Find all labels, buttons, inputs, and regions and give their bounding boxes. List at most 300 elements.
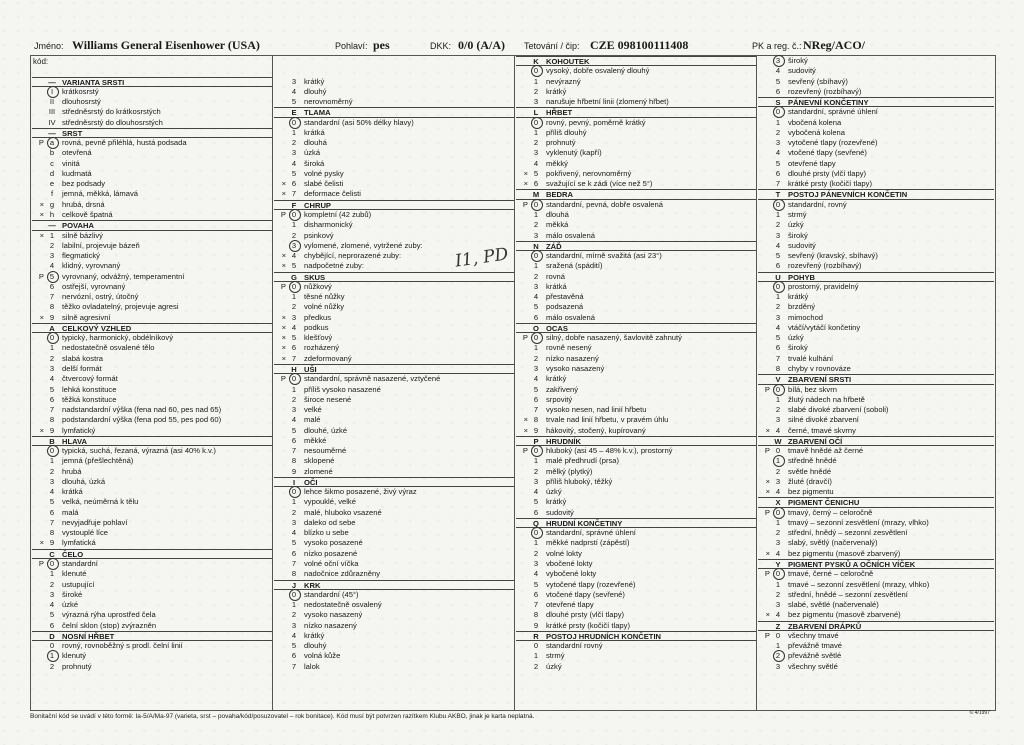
row-text: CELKOVÝ VZHLED <box>62 323 132 333</box>
row-text: typický, harmonický, obdélníkový <box>62 333 173 343</box>
table-row <box>758 231 994 241</box>
row-code: 4 <box>775 322 781 332</box>
row-code: 5 <box>775 251 781 261</box>
row-code: 2 <box>772 651 784 661</box>
row-code: G <box>291 272 297 282</box>
row-code: 2 <box>533 661 539 671</box>
row-code: 0 <box>288 282 300 292</box>
table-row <box>516 662 756 672</box>
row-code: 4 <box>775 610 781 620</box>
row-code: 8 <box>533 610 539 620</box>
row-text: žluté (dravčí) <box>788 476 832 486</box>
table-row <box>32 497 272 507</box>
row-code: 3 <box>291 76 297 86</box>
table-row <box>32 159 272 169</box>
row-code: 4 <box>291 322 297 332</box>
section-header <box>32 220 272 230</box>
row-mark: P <box>38 559 44 569</box>
table-row <box>32 138 272 148</box>
row-code: 7 <box>49 292 55 302</box>
table-row <box>516 487 756 497</box>
table-row <box>274 210 514 220</box>
row-text: dlouhý <box>304 86 327 96</box>
row-mark: × <box>523 425 528 435</box>
row-text: krátký <box>546 86 567 96</box>
row-text: volné oční víčka <box>304 559 359 569</box>
row-code: 1 <box>772 456 784 466</box>
row-text: vylomené, zlomené, vytržené zuby: <box>304 240 423 250</box>
row-text: dlouhý <box>304 641 327 651</box>
row-text: světle hnědé <box>788 466 832 476</box>
row-code: 2 <box>775 220 781 230</box>
row-text: dlouhá <box>546 209 569 219</box>
row-text: prostorný, pravidelný <box>788 281 859 291</box>
table-row <box>274 97 514 107</box>
row-text: standardní, mírně svažitá (asi 23°) <box>546 251 662 261</box>
row-code: 8 <box>291 456 297 466</box>
row-code: 0 <box>772 107 784 117</box>
table-row <box>274 282 514 292</box>
row-code: 9 <box>291 466 297 476</box>
row-code: 2 <box>533 138 539 148</box>
table-row <box>758 220 994 230</box>
table-row <box>516 497 756 507</box>
table-row <box>516 313 756 323</box>
table-row <box>758 528 994 538</box>
row-text: strmý <box>788 209 807 219</box>
row-code: L <box>533 108 539 118</box>
row-text: krátký <box>546 374 567 384</box>
row-text: nůžkový <box>304 281 332 291</box>
table-row <box>758 610 994 620</box>
row-code: 4 <box>291 415 297 425</box>
table-row <box>516 343 756 353</box>
row-text: nesouměrné <box>304 446 347 456</box>
row-code: — <box>48 128 56 138</box>
row-code: 3 <box>775 476 781 486</box>
row-mark: × <box>39 199 44 209</box>
row-code: 7 <box>291 559 297 569</box>
row-code: P <box>533 436 539 446</box>
row-text: dlouhosrstý <box>62 97 101 107</box>
row-text: volné lokty <box>546 548 582 558</box>
row-code: 5 <box>291 425 297 435</box>
table-row <box>32 600 272 610</box>
row-text: jemná, měkká, lámavá <box>62 189 138 199</box>
row-code: 4 <box>49 487 55 497</box>
row-text: lalok <box>304 661 320 671</box>
table-row <box>758 200 994 210</box>
table-row <box>274 569 514 579</box>
row-text: rovná <box>546 271 565 281</box>
table-row <box>32 87 272 97</box>
row-code: 4 <box>291 86 297 96</box>
row-text: slabé, světlé (načervenalé) <box>788 600 879 610</box>
row-code: R <box>533 631 539 641</box>
table-row <box>516 528 756 538</box>
table-row <box>274 374 514 384</box>
table-row <box>758 385 994 395</box>
row-mark: × <box>523 179 528 189</box>
pk-value: NReg/ACO/ <box>803 38 865 52</box>
table-row <box>758 313 994 323</box>
row-code: 0 <box>533 641 539 651</box>
table-row <box>516 456 756 466</box>
row-code: 4 <box>49 600 55 610</box>
row-text: podkus <box>304 322 329 332</box>
table-row <box>32 354 272 364</box>
row-text: otevřené tlapy <box>546 600 594 610</box>
row-text: vybočené lokty <box>546 569 597 579</box>
row-code: 2 <box>533 353 539 363</box>
row-text: převážně světlé <box>788 651 842 661</box>
table-row <box>274 610 514 620</box>
row-mark: P <box>522 333 528 343</box>
section-header <box>274 272 514 282</box>
row-text: OCAS <box>546 323 568 333</box>
row-code: 8 <box>49 302 55 312</box>
table-row <box>32 467 272 477</box>
row-text: vbočené lokty <box>546 559 593 569</box>
table-row <box>274 436 514 446</box>
table-row <box>274 538 514 548</box>
row-text: přestavěná <box>546 292 584 302</box>
row-mark: P <box>38 138 44 148</box>
row-text: slabý, světlý (načervenalý) <box>788 538 878 548</box>
row-mark: × <box>523 415 528 425</box>
table-row <box>274 292 514 302</box>
row-code: 1 <box>291 384 297 394</box>
row-code: 1 <box>291 600 297 610</box>
row-text: nadpočetné zuby: <box>304 261 364 271</box>
table-row <box>32 528 272 538</box>
row-text: úzký <box>546 487 562 497</box>
table-row <box>274 189 514 199</box>
row-code: 2 <box>49 353 55 363</box>
tattoo-label: Tetování / čip: <box>524 41 580 51</box>
row-text: CHRUP <box>304 200 332 210</box>
row-code: g <box>49 199 55 209</box>
table-row <box>32 118 272 128</box>
row-code: 2 <box>775 528 781 538</box>
table-row <box>516 549 756 559</box>
table-row <box>32 231 272 241</box>
row-code: 3 <box>291 620 297 630</box>
row-text: silné divoké zbarvení <box>788 415 859 425</box>
row-text: vysoko nasazený <box>304 610 363 620</box>
table-row <box>758 169 994 179</box>
table-row <box>516 159 756 169</box>
table-row <box>32 107 272 117</box>
row-text: nadstandardní výška (fena nad 60, pes nad 65) <box>62 405 222 415</box>
section-header <box>516 436 756 446</box>
table-row <box>758 292 994 302</box>
table-row <box>274 590 514 600</box>
row-text: srpovitý <box>546 394 573 404</box>
row-code: 2 <box>291 507 297 517</box>
row-mark: × <box>281 179 286 189</box>
table-row <box>758 549 994 559</box>
table-row <box>516 590 756 600</box>
table-row <box>758 426 994 436</box>
table-row <box>274 487 514 497</box>
row-code: 2 <box>49 240 55 250</box>
row-text: lehká konstituce <box>62 384 117 394</box>
row-code: 0 <box>772 282 784 292</box>
row-code: IV <box>48 117 56 127</box>
table-row <box>274 600 514 610</box>
row-text: otevřené tlapy <box>788 158 836 168</box>
row-code: 2 <box>291 230 297 240</box>
row-code: 9 <box>49 312 55 322</box>
row-code: 1 <box>49 230 55 240</box>
row-text: rovný, pevný, poměrně krátký <box>546 117 646 127</box>
table-row <box>274 631 514 641</box>
section-header <box>758 97 994 107</box>
table-row <box>758 354 994 364</box>
row-text: podsazená <box>546 302 584 312</box>
table-row <box>32 610 272 620</box>
table-row <box>516 405 756 415</box>
section-header <box>758 374 994 384</box>
table-row <box>32 641 272 651</box>
row-text: krátkosrstý <box>62 86 99 96</box>
row-code: 1 <box>291 220 297 230</box>
row-text: vypouklé, velké <box>304 497 356 507</box>
row-code: 9 <box>533 620 539 630</box>
row-mark: P <box>764 569 770 579</box>
table-row <box>758 343 994 353</box>
row-mark: P <box>522 446 528 456</box>
section-header <box>274 107 514 117</box>
row-text: rovně nesený <box>546 343 592 353</box>
row-code: M <box>532 190 540 200</box>
table-row <box>32 200 272 210</box>
row-code: 7 <box>291 353 297 363</box>
row-text: lymfatický <box>62 425 96 435</box>
table-row <box>516 467 756 477</box>
row-code: 1 <box>533 209 539 219</box>
row-code: J <box>291 580 297 590</box>
table-row <box>274 651 514 661</box>
row-text: kompletní (42 zubů) <box>304 209 372 219</box>
row-text: sevřený (kravský, sbíhavý) <box>788 251 878 261</box>
row-code: 8 <box>49 415 55 425</box>
row-text: nervózní, ostrý, útočný <box>62 292 139 302</box>
row-code: 3 <box>775 415 781 425</box>
row-text: POSTOJ PÁNEVNÍCH KONČETIN <box>788 190 908 200</box>
row-mark: × <box>765 548 770 558</box>
row-text: rozevřený (rozbíhavý) <box>788 86 862 96</box>
row-text: BEDRA <box>546 190 574 200</box>
row-text: OČI <box>304 477 318 487</box>
row-text: nízko nasazený <box>304 620 357 630</box>
row-code: 7 <box>291 661 297 671</box>
table-row <box>32 364 272 374</box>
row-text: široký <box>788 56 808 65</box>
table-row <box>32 569 272 579</box>
row-text: těžká konstituce <box>62 394 117 404</box>
row-text: úzký <box>788 333 804 343</box>
row-text: SRST <box>62 128 83 138</box>
table-row <box>32 446 272 456</box>
row-text: standardní, rovný <box>788 199 847 209</box>
row-mark: P <box>280 281 286 291</box>
column-divider <box>514 55 515 710</box>
row-text: sklopené <box>304 456 335 466</box>
row-code: 3 <box>775 230 781 240</box>
row-code: 6 <box>533 507 539 517</box>
row-code: 4 <box>775 425 781 435</box>
row-text: kudrnatá <box>62 168 92 178</box>
row-text: krátká <box>62 487 83 497</box>
table-row <box>274 415 514 425</box>
row-code: 0 <box>49 641 55 651</box>
row-code: 1 <box>291 292 297 302</box>
table-row <box>32 590 272 600</box>
row-code: 6 <box>533 394 539 404</box>
row-text: vytočené tlapy (rozevřené) <box>546 579 636 589</box>
table-row <box>32 56 272 66</box>
row-code: 5 <box>775 333 781 343</box>
row-text: zakřivený <box>546 384 579 394</box>
row-text: vystouplé líce <box>62 528 109 538</box>
table-row <box>758 56 994 66</box>
row-text: podstandardní výška (fena pod 55, pes pod 60) <box>62 415 222 425</box>
row-text: krátké prsty (kočičí tlapy) <box>546 620 630 630</box>
table-row <box>274 446 514 456</box>
row-text: úzká <box>304 148 321 158</box>
section-header <box>32 631 272 641</box>
row-mark: P <box>764 384 770 394</box>
row-text: klenutý <box>62 651 87 661</box>
row-text: flegmatický <box>62 251 100 261</box>
table-row <box>516 292 756 302</box>
table-row <box>32 261 272 271</box>
row-text: mimochod <box>788 312 824 322</box>
row-text: středněsrstý do dlouhosrstých <box>62 117 163 127</box>
row-code: 7 <box>775 179 781 189</box>
row-code: 6 <box>775 343 781 353</box>
section-header <box>516 189 756 199</box>
section-header <box>516 631 756 641</box>
table-row <box>274 385 514 395</box>
row-code: 0 <box>288 118 300 128</box>
row-code: 1 <box>775 517 781 527</box>
table-row <box>516 210 756 220</box>
section-header <box>758 272 994 282</box>
row-text: typická, suchá, řezaná, výrazná (asi 40% k.v.) <box>62 446 216 456</box>
row-code: 2 <box>533 466 539 476</box>
row-mark: × <box>281 353 286 363</box>
row-text: celkově špatná <box>62 209 113 219</box>
table-row <box>758 148 994 158</box>
row-text: volné nůžky <box>304 302 345 312</box>
row-code: 3 <box>533 230 539 240</box>
table-row <box>758 590 994 600</box>
row-code: 1 <box>46 651 58 661</box>
row-code: Y <box>775 560 781 570</box>
table-row <box>274 456 514 466</box>
row-code: 3 <box>533 148 539 158</box>
section-header <box>516 56 756 66</box>
table-row <box>516 621 756 631</box>
row-text: měkké <box>304 435 327 445</box>
table-row <box>274 405 514 415</box>
row-text: všechny tmavé <box>788 630 839 640</box>
row-text: krátký <box>304 76 325 86</box>
row-text: PIGMENT ČENICHU <box>788 498 860 508</box>
table-row <box>274 518 514 528</box>
row-text: UŠI <box>304 364 317 374</box>
row-code: 5 <box>49 384 55 394</box>
row-text: hrubá <box>62 466 82 476</box>
row-text: bez podsady <box>62 179 106 189</box>
row-text: volná kůže <box>304 651 341 661</box>
row-code: 1 <box>775 579 781 589</box>
row-code: h <box>49 209 55 219</box>
table-row <box>274 231 514 241</box>
table-row <box>32 282 272 292</box>
table-row <box>274 128 514 138</box>
row-text: těžko ovladatelný, projevuje agresi <box>62 302 179 312</box>
row-code: 6 <box>533 589 539 599</box>
section-header <box>758 621 994 631</box>
row-text: málo osvalená <box>546 230 595 240</box>
row-text: blízko u sebe <box>304 528 349 538</box>
row-code: 0 <box>530 66 542 76</box>
row-code: 9 <box>533 425 539 435</box>
row-text: strmý <box>546 651 565 661</box>
table-row <box>758 467 994 477</box>
table-row <box>32 487 272 497</box>
row-code: E <box>291 108 297 118</box>
row-mark: × <box>39 230 44 240</box>
row-text: otevřená <box>62 148 92 158</box>
row-text: tmavý – sezonní zesvětlení (mrazy, vlhko) <box>788 517 929 527</box>
table-row <box>516 374 756 384</box>
tattoo-value: CZE 098100111408 <box>590 38 689 52</box>
table-row <box>32 251 272 261</box>
row-code: H <box>291 364 297 374</box>
section-header <box>516 323 756 333</box>
row-text: ZBARVENÍ OČÍ <box>788 436 843 446</box>
row-code: 2 <box>533 271 539 281</box>
table-row <box>758 107 994 117</box>
row-text: těsné nůžky <box>304 292 345 302</box>
table-row <box>274 87 514 97</box>
row-text: převážně tmavé <box>788 641 843 651</box>
row-text: chybějící, neprorazené zuby: <box>304 251 402 261</box>
row-text: příliš dlouhý <box>546 127 587 137</box>
row-code: 5 <box>291 333 297 343</box>
table-row <box>274 426 514 436</box>
dkk-label: DKK: <box>430 41 452 51</box>
table-row <box>758 364 994 374</box>
row-text: nízko nasazený <box>546 353 599 363</box>
table-row <box>516 610 756 620</box>
row-text: malé <box>304 415 321 425</box>
table-row <box>274 118 514 128</box>
table-row <box>274 508 514 518</box>
row-text: vtočené tlapy (sevřené) <box>546 589 625 599</box>
row-text: rovný, rovnoběžný s prodl. čelní linií <box>62 641 183 651</box>
row-text: tmavý, černý – celoročně <box>788 507 873 517</box>
table-row <box>516 282 756 292</box>
row-text: standardní, pevná, dobře osvalená <box>546 199 663 209</box>
table-row <box>516 66 756 76</box>
section-header <box>758 497 994 507</box>
